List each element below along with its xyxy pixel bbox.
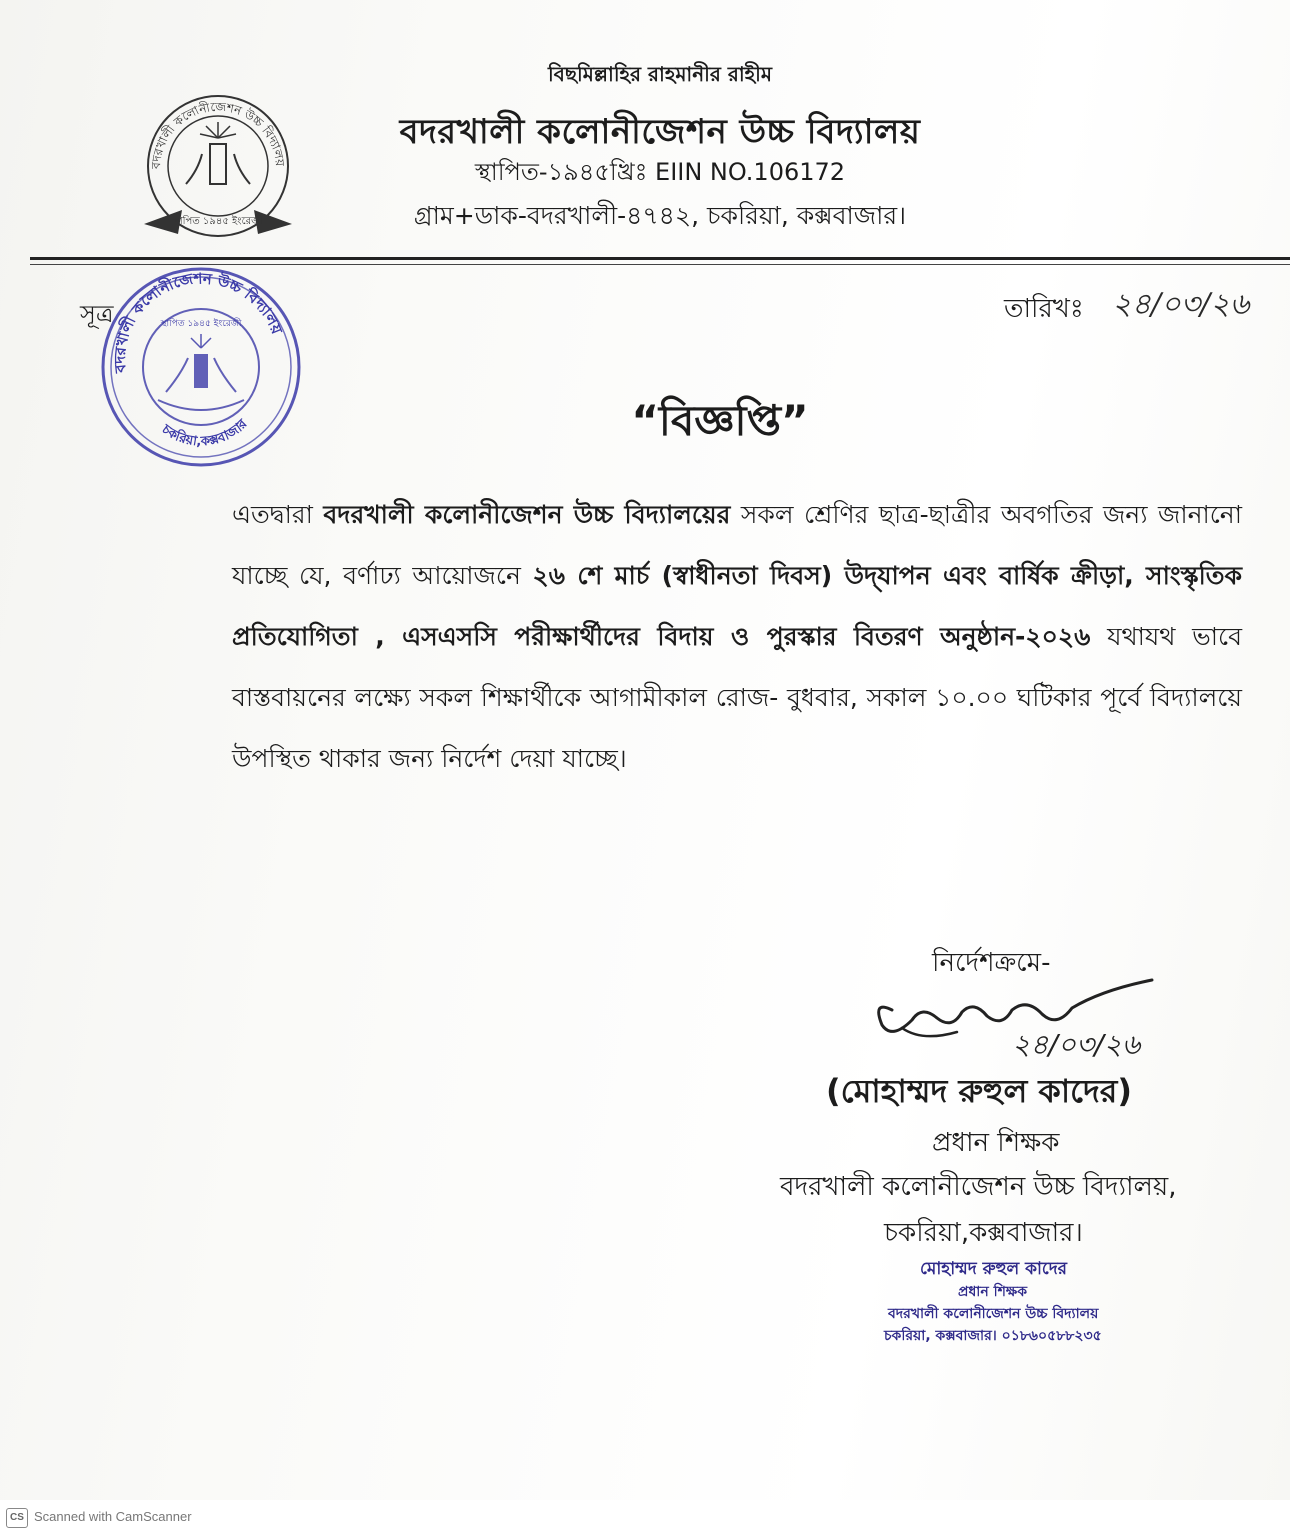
- school-name-heading: বদরখালী কলোনীজেশন উচ্চ বিদ্যালয়: [399, 112, 921, 152]
- seal-place-text: চকরিয়া,কক্সবাজার: [158, 416, 251, 450]
- notice-title: “বিজ্ঞপ্তি”: [631, 396, 809, 445]
- headmaster-signature: [862, 970, 1182, 1070]
- signature-date: ২৪/০৩/২৬: [1012, 1028, 1141, 1061]
- signature-school: বদরখালী কলোনীজেশন উচ্চ বিদ্যালয়,: [780, 1172, 1177, 1202]
- establishment-eiin: স্থাপিত-১৯৪৫খ্রিঃ EIIN NO.106172: [474, 158, 846, 186]
- stamp-name: মোহাম্মদ রুহুল কাদের: [920, 1259, 1068, 1279]
- seal-ring-text: বদরখালী কলোনীজেশন উচ্চ বিদ্যালয়: [110, 269, 286, 374]
- reference-label: সূত্র: [80, 300, 114, 328]
- scanner-footer: [0, 1500, 1290, 1534]
- stamp-contact: চকরিয়া, কক্সবাজার। ০১৮৬০৫৮৮২৩৫: [884, 1328, 1102, 1344]
- header-divider-thick: [30, 257, 1290, 260]
- notice-body: [232, 484, 1242, 789]
- body-instruction: যথাযথ ভাবে বাস্তবায়নের লক্ষ্যে সকল শিক্ষার্থীকে আগামীকাল রোজ- বুধবার, সকাল ১০.০০ ঘটিকার পূর্বে বিদ্যালয়ে উপস্থিত থাকার জন্য নির্দেশ দেয়া যাচ্ছে।: [232, 622, 1242, 773]
- logo-ring-text: বদরখালী কলোনীজেশন উচ্চ বিদ্যালয়: [148, 99, 287, 170]
- body-school-name: বদরখালী কলোনীজেশন উচ্চ বিদ্যালয়ের: [323, 500, 731, 529]
- seal-estd-text: স্থাপিত ১৯৪৫ ইংরেজী: [160, 319, 242, 329]
- logo-estd-text: স্থাপিত ১৯৪৫ ইংরেজী: [173, 216, 263, 227]
- bismillah-line: বিছমিল্লাহির রাহমানীর রাহীম: [548, 62, 772, 86]
- stamp-school: বদরখালী কলোনীজেশন উচ্চ বিদ্যালয়: [888, 1306, 1099, 1322]
- date-label: তারিখঃ: [1004, 294, 1084, 324]
- school-logo: [138, 74, 298, 254]
- body-audience: সকল শ্রেণির ছাত্র-ছাত্রীর অবগতির জন্য জানানো যাচ্ছে যে, বর্ণাঢ্য আয়োজনে: [232, 500, 1242, 590]
- date-value-handwritten: ২৪/০৩/২৬: [1112, 287, 1250, 322]
- headmaster-title: প্রধান শিক্ষক: [932, 1128, 1060, 1158]
- school-address: গ্রাম+ডাক-বদরখালী-৪৭৪২, চকরিয়া, কক্সবাজার।: [413, 201, 907, 230]
- headmaster-name: (মোহাম্মদ রুহুল কাদের): [826, 1072, 1132, 1110]
- stamp-title: প্রধান শিক্ষক: [958, 1284, 1028, 1300]
- camscanner-icon: CS: [6, 1508, 28, 1528]
- body-event: ২৬ শে মার্চ (স্বাধীনতা দিবস) উদ্‌যাপন এবং বার্ষিক ক্রীড়া, সাংস্কৃতিক প্রতিযোগিতা , এসএসসি পরীক্ষার্থীদের বিদায় ও পুরস্কার বিতরণ অনুষ্ঠান-২০২৬: [232, 561, 1242, 651]
- school-seal-stamp: [96, 262, 306, 472]
- signature-place: চকরিয়া,কক্সবাজার।: [884, 1218, 1083, 1248]
- by-order-label: নির্দেশক্রমে-: [932, 948, 1051, 978]
- body-intro: এতদ্বারা: [232, 500, 313, 529]
- svg-text:চকরিয়া,কক্সবাজার: [158, 416, 251, 449]
- scanned-with-text: Scanned with CamScanner: [34, 1509, 192, 1524]
